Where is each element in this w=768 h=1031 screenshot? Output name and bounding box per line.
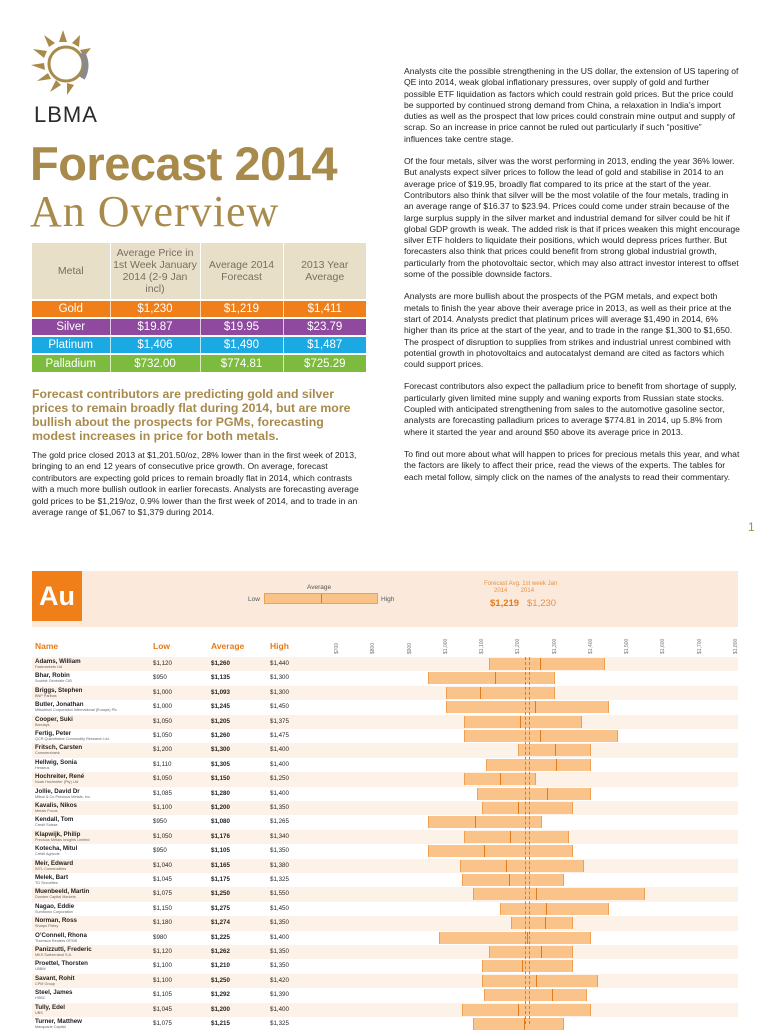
- high-value: $1,390: [270, 991, 289, 999]
- forecast-header-line1: Forecast Avg. 1st week Jan: [484, 581, 558, 587]
- average-2013-price: $1,487: [283, 336, 366, 354]
- analyst-firm: Sharps Pixley: [35, 924, 59, 929]
- forecast-price: $774.81: [200, 354, 283, 372]
- analyst-row: [32, 671, 738, 685]
- analyst-name-link[interactable]: Fertig, Peter: [35, 730, 72, 737]
- low-value: $1,000: [153, 703, 172, 711]
- average-value: $1,176: [211, 832, 230, 840]
- average-marker: [546, 903, 547, 915]
- analyst-firm: Noah Hochreiter (Pty) Ltd: [35, 780, 79, 785]
- sun-icon: [30, 28, 100, 100]
- analyst-firm: Société Générale CIB: [35, 679, 72, 684]
- low-value: $1,120: [153, 948, 172, 955]
- average-value: $1,274: [211, 919, 230, 927]
- average-value: $1,200: [211, 1005, 230, 1013]
- forecast-price: $1,219: [200, 300, 283, 318]
- low-value: $950: [153, 847, 167, 855]
- analyst-firm: Macquarie Capital: [35, 1025, 66, 1029]
- average-value: $1,260: [211, 660, 230, 667]
- high-value: $1,300: [270, 688, 289, 696]
- legend-low-label: Low: [248, 596, 260, 603]
- paragraph-read-more: To find out more about what will happen to prices for precious metals this year, and what the factors are likely to affect their price, read the views of the experts. The tables for each metal follow, simply click on the names of the analysts to read their commentary.: [404, 448, 740, 482]
- range-bar: [482, 960, 573, 972]
- low-value: $1,100: [153, 962, 172, 970]
- low-value: $1,000: [153, 688, 172, 696]
- analyst-row: [32, 715, 738, 729]
- high-value: $1,420: [270, 976, 289, 984]
- range-bar: [460, 860, 583, 872]
- analyst-name-link[interactable]: Norman, Ross: [35, 917, 77, 925]
- x-tick-label: $900: [406, 642, 413, 654]
- average-value: $1,175: [211, 876, 230, 883]
- average-2013-price: $23.79: [283, 318, 366, 336]
- analysis-text: [404, 66, 740, 494]
- paragraph-pgm: Analysts are more bullish about the prospects of the PGM metals, and expect both metals to finish the year above their average price in 2013, as well as their price at the start of 2014. Analysts predict that platinum prices will average $1,490 in 2014, 6% higher than its price at the start of the year, and to trade in the range $1,300 to $1,650. The prospect of disruption to supplies from strikes and industrial unrest combined with potential growth in photovoltaics and autocatalyst demand are cited as factors which could support prices.: [404, 291, 733, 370]
- analyst-row: [32, 859, 738, 873]
- analyst-firm: HSBC: [35, 996, 46, 1001]
- x-tick-label: $1,100: [479, 638, 486, 654]
- x-tick-label: $800: [370, 642, 377, 654]
- page-number: 1: [748, 520, 755, 534]
- low-value: $1,200: [153, 746, 172, 754]
- col-header-high: High: [270, 641, 289, 651]
- analyst-firm: Heraeus: [35, 765, 50, 770]
- average-marker: [556, 759, 557, 771]
- x-tick-label: $1,800: [733, 638, 739, 654]
- range-bar: [462, 874, 564, 886]
- average-marker: [545, 917, 546, 929]
- range-bar: [477, 788, 591, 800]
- analyst-firm: TD Securities: [35, 881, 58, 885]
- low-value: $1,120: [153, 660, 172, 667]
- high-value: $1,300: [270, 674, 289, 682]
- range-bar: [464, 831, 569, 843]
- range-bar: [473, 888, 645, 900]
- average-value: $1,292: [211, 991, 230, 999]
- low-value: $1,105: [153, 991, 172, 999]
- analyst-name-link[interactable]: Melek, Bart: [35, 874, 69, 881]
- analyst-row: [32, 729, 738, 743]
- range-bar: [489, 658, 605, 670]
- analyst-firm: UBS: [35, 1010, 43, 1015]
- low-value: $1,050: [153, 775, 172, 783]
- metal-name: Platinum: [32, 336, 110, 354]
- low-value: $1,045: [153, 876, 172, 883]
- paragraph-gold-factors: Analysts cite the possible strengthening in the US dollar, the extension of US tapering of QE into 2014, weak global inflationary pressures, over supply of gold and further possible ETF liquidation as factors which could restrain gold prices. But the price could be supported by continued strong demand from China, a relaxation in India’s import duties as well as the prospect that low prices could constrain mine output and supply of scrap. So an increase in price cannot be ruled out particularly if such “positive” influences take centre stage.: [404, 66, 739, 144]
- average-marker: [520, 716, 521, 728]
- range-bar: [464, 716, 582, 728]
- average-value: $1,135: [211, 674, 230, 682]
- high-value: $1,340: [270, 832, 289, 840]
- high-value: $1,400: [270, 789, 289, 797]
- analyst-firm: Precious Metals Insights Limited: [35, 837, 90, 842]
- forecast-average-value: $1,219: [490, 598, 520, 609]
- average-value: $1,093: [211, 688, 230, 696]
- analyst-name-link[interactable]: Cooper, Suki: [35, 715, 73, 723]
- table-row-silver: [32, 318, 366, 336]
- paragraph-silver: Of the four metals, silver was the worst performing in 2013, ending the year 36% lower. But analysts expect silver prices to follow the lead of gold and stabilise in 2014 to an average price of $19.95, broadly flat compared to its price at the start of the year. Contributors also think that silver will be the most volatile of the four metals, trading in an average range of $16.37 to $23.94. Prices could come under strain because of the large surplus supply in the silver market and industrial demand for silver could be hit if global GDP growth is weak. The added risk is that if prices weaken this might encourage silver ETF holders to liquidate their positions, which would depress prices further. But forecasters also think that prices could benefit from strong global industrial growth, particularly from the photovoltaic sector, which may also attract investor interest to offset some of the possible downside factors.: [404, 156, 740, 280]
- low-value: $1,050: [153, 717, 172, 725]
- col-header-forecast: Average 2014 Forecast: [200, 243, 283, 300]
- high-value: $1,550: [270, 890, 289, 898]
- average-value: $1,305: [211, 760, 230, 768]
- average-value: $1,250: [211, 976, 230, 984]
- analyst-name-link[interactable]: Kotecha, Mitul: [35, 845, 78, 853]
- average-value: $1,215: [211, 1020, 230, 1027]
- high-value: $1,400: [270, 746, 289, 754]
- analyst-firm: Mitsubishi Corporation International (Europe) Plc: [35, 708, 117, 713]
- legend-average-label: Average: [307, 584, 332, 591]
- average-marker: [522, 960, 523, 972]
- average-marker: [536, 975, 537, 987]
- analyst-row: [32, 916, 738, 930]
- analyst-name-link[interactable]: Turner, Matthew: [35, 1018, 82, 1025]
- average-value: $1,210: [211, 962, 230, 970]
- first-week-price: $732.00: [110, 354, 200, 372]
- analyst-row: [32, 700, 738, 714]
- average-marker: [518, 802, 519, 814]
- metal-name: Silver: [32, 318, 110, 336]
- low-value: $1,045: [153, 1005, 172, 1013]
- paragraph-palladium: Forecast contributors also expect the palladium price to benefit from shortage of supply, particularly given limited mine supply and waning exports from Russian state stocks. Coupled with anticipated strengthening from sales to the automotive gasoline sector, analysts are forecasting palladium prices to average $774.81 in 2014, up 5.8% from where it started the year and around $50 above its average price in 2013.: [404, 381, 737, 437]
- analyst-row: [32, 801, 738, 815]
- analyst-name-link[interactable]: Kendall, Tom: [35, 816, 74, 824]
- high-value: $1,350: [270, 847, 289, 855]
- average-marker: [555, 744, 556, 756]
- average-marker: [552, 989, 553, 1001]
- analyst-row: [32, 1003, 738, 1017]
- forecast-header-line2: 2014 2014: [494, 588, 535, 594]
- average-value: $1,250: [211, 890, 230, 898]
- range-bar: [484, 989, 587, 1001]
- analyst-row: [32, 988, 738, 1002]
- range-bar: [439, 932, 591, 944]
- analyst-firm: INTL Commodities: [35, 866, 67, 871]
- low-value: $1,040: [153, 861, 172, 869]
- col-header-2013-average: 2013 Year Average: [283, 243, 366, 300]
- first-week-price: $1,406: [110, 336, 200, 354]
- analyst-name-link[interactable]: Fritsch, Carsten: [35, 744, 83, 752]
- analyst-row: [32, 959, 738, 973]
- x-tick-label: $1,300: [551, 638, 558, 654]
- low-value: $1,110: [153, 760, 172, 768]
- analyst-row: [32, 974, 738, 988]
- high-value: $1,440: [270, 660, 289, 667]
- analyst-firm: Crédit Agricole: [35, 852, 60, 857]
- average-value: $1,105: [211, 847, 230, 855]
- analyst-row: [32, 686, 738, 700]
- range-bar: [428, 845, 573, 857]
- average-value: $1,200: [211, 804, 230, 811]
- analyst-row: [32, 657, 738, 671]
- average-value: $1,280: [211, 789, 230, 797]
- analyst-firm: Mitsui & Co Precious Metals, Inc.: [35, 794, 91, 799]
- analyst-name-link[interactable]: Proettel, Thorsten: [35, 960, 88, 968]
- average-marker: [509, 874, 510, 886]
- high-value: $1,450: [270, 904, 289, 912]
- first-week-average-value: $1,230: [527, 598, 557, 609]
- average-marker: [547, 788, 548, 800]
- low-value: $1,100: [153, 804, 172, 811]
- x-tick-label: $1,000: [442, 638, 449, 654]
- average-2013-price: $725.29: [283, 354, 366, 372]
- range-bar: [482, 802, 573, 814]
- analyst-firm: Commerzbank: [35, 751, 60, 756]
- range-bar: [428, 672, 555, 684]
- average-marker: [540, 658, 541, 670]
- low-value: $1,075: [153, 890, 172, 898]
- analyst-name-link[interactable]: Muenbeeld, Martin: [35, 888, 90, 896]
- high-value: $1,400: [270, 1005, 289, 1013]
- analyst-name-link[interactable]: Jollie, David Dr: [35, 787, 80, 795]
- high-value: $1,380: [270, 861, 289, 869]
- analyst-row: [32, 772, 738, 786]
- forecast-header: [484, 581, 557, 595]
- range-bar: [500, 903, 609, 915]
- analyst-name-link[interactable]: Panizzutti, Frederic: [35, 946, 92, 953]
- analyst-name-link[interactable]: Steel, James: [35, 989, 73, 997]
- logo-text: LBMA: [34, 102, 98, 127]
- page-subtitle: An Overview: [30, 187, 280, 236]
- low-value: $1,150: [153, 904, 172, 912]
- analyst-row: [32, 815, 738, 829]
- analyst-firm: Barclays: [35, 722, 50, 727]
- first-week-price: $19.87: [110, 318, 200, 336]
- high-value: $1,265: [270, 818, 289, 826]
- analyst-row: [32, 931, 738, 945]
- analyst-firm: CPM Group: [35, 981, 56, 986]
- low-value: $950: [153, 674, 167, 682]
- high-value: $1,400: [270, 760, 289, 768]
- average-marker: [480, 687, 481, 699]
- analyst-name-link[interactable]: Adams, William: [35, 658, 81, 665]
- average-marker: [495, 672, 496, 684]
- x-tick-label: $1,600: [660, 638, 667, 654]
- analyst-name-link[interactable]: Hochreiter, René: [35, 773, 85, 781]
- table-row-platinum: [32, 336, 366, 354]
- high-value: $1,475: [270, 732, 289, 739]
- high-value: $1,350: [270, 919, 289, 927]
- range-bar: [446, 701, 609, 713]
- gold-symbol: Au: [32, 571, 82, 621]
- legend-average-tick: [321, 594, 322, 603]
- forecast-price: $19.95: [200, 318, 283, 336]
- range-bar: [464, 730, 618, 742]
- analyst-name-link[interactable]: Nagao, Eddie: [35, 902, 75, 910]
- gold-forecast-chart: [32, 571, 739, 1029]
- range-bar: [462, 1004, 591, 1016]
- legend-high-label: High: [381, 596, 395, 603]
- low-value: $1,085: [153, 789, 172, 797]
- high-value: $1,450: [270, 703, 289, 711]
- high-value: $1,350: [270, 962, 289, 970]
- analyst-row: [32, 743, 738, 757]
- x-tick-label: $1,200: [515, 638, 522, 654]
- table-row-gold: [32, 300, 366, 318]
- analyst-row: [32, 873, 738, 887]
- low-value: $1,050: [153, 732, 172, 739]
- summary-table: [32, 243, 366, 372]
- col-header-first-week: Average Price in 1st Week January 2014 (2-9 Jan incl): [110, 243, 200, 300]
- analyst-name-link[interactable]: O’Connell, Rhona: [35, 931, 87, 939]
- first-week-average-line: [529, 657, 530, 1024]
- analyst-row: [32, 758, 738, 772]
- average-marker: [506, 860, 507, 872]
- metal-name: Gold: [32, 300, 110, 318]
- low-value: $1,180: [153, 919, 172, 927]
- high-value: $1,375: [270, 717, 289, 725]
- average-marker: [540, 730, 541, 742]
- analyst-name-link[interactable]: Savant, Rohit: [35, 974, 75, 982]
- metal-name: Palladium: [32, 354, 110, 372]
- high-value: $1,400: [270, 933, 289, 941]
- col-header-average: Average: [211, 641, 245, 651]
- average-value: $1,260: [211, 732, 230, 739]
- col-header-name: Name: [35, 641, 59, 651]
- average-marker: [535, 701, 536, 713]
- analyst-firm: QCR Quantitative Commodity Research Ltd.: [35, 737, 110, 741]
- low-value: $1,075: [153, 1020, 172, 1027]
- forecast-average-line: [525, 657, 526, 1024]
- average-value: $1,165: [211, 861, 230, 869]
- lbma-logo: [30, 28, 110, 127]
- analyst-firm: Dundee Capital Markets: [35, 895, 76, 900]
- range-bar: [511, 917, 573, 929]
- average-value: $1,225: [211, 933, 230, 941]
- analyst-name-link[interactable]: Kavalis, Nikos: [35, 802, 77, 809]
- average-marker: [484, 845, 485, 857]
- range-bar: [486, 759, 591, 771]
- average-marker: [536, 888, 537, 900]
- analyst-firm: LBBW: [35, 967, 46, 972]
- page-title: Forecast 2014: [30, 137, 338, 190]
- gold-summary-paragraph: The gold price closed 2013 at $1,201.50/oz, 28% lower than in the first week of 2013, bringing to an end 12 years of consecutive price growth. On average, forecast contributors are expecting gold prices to remain broadly flat in 2014, which contrasts with a much more bullish outlook in earlier forecasts. Analysts are forecasting average gold prices to be $1,219/oz, 0.9% lower than the first week of 2014, and to trade in an average range of $1,067 to $1,379 during 2014.: [32, 450, 359, 518]
- x-tick-label: $1,500: [624, 638, 631, 654]
- average-value: $1,080: [211, 818, 230, 826]
- analyst-name-link[interactable]: Klapwijk, Philip: [35, 830, 81, 838]
- range-bar: [473, 1018, 564, 1030]
- average-2013-price: $1,411: [283, 300, 366, 318]
- average-value: $1,245: [211, 703, 230, 711]
- low-value: $980: [153, 933, 167, 941]
- col-header-metal: Metal: [32, 243, 110, 300]
- average-marker: [510, 831, 511, 843]
- analyst-row: [32, 945, 738, 959]
- low-value: $1,050: [153, 832, 172, 840]
- average-marker: [518, 1004, 519, 1016]
- low-value: $1,100: [153, 976, 172, 984]
- x-tick-label: $700: [334, 642, 340, 654]
- analyst-name-link[interactable]: Bhar, Robin: [35, 672, 70, 680]
- average-value: $1,205: [211, 717, 230, 725]
- x-tick-label: $1,400: [587, 638, 594, 654]
- analyst-name-link[interactable]: Tully, Edel: [35, 1003, 66, 1011]
- analyst-firm: Credit Suisse: [35, 823, 58, 828]
- average-marker: [500, 773, 501, 785]
- analyst-firm: MKS Switzerland S.A.: [35, 953, 73, 957]
- analyst-row: [32, 887, 738, 901]
- x-tick-label: $1,700: [696, 638, 703, 654]
- analyst-firm: BNP Paribas: [35, 693, 57, 698]
- forecast-price: $1,490: [200, 336, 283, 354]
- average-value: $1,275: [211, 904, 230, 912]
- analyst-name-link[interactable]: Briggs, Stephen: [35, 686, 83, 694]
- analyst-name-link[interactable]: Hellwig, Sonia: [35, 758, 77, 766]
- analyst-firm: Fastmarkets Ltd: [35, 665, 63, 669]
- range-bar: [482, 975, 598, 987]
- average-marker: [541, 946, 542, 958]
- table-row-palladium: [32, 354, 366, 372]
- high-value: $1,325: [270, 876, 289, 883]
- first-week-price: $1,230: [110, 300, 200, 318]
- analyst-name-link[interactable]: Butler, Jonathan: [35, 701, 84, 709]
- average-value: $1,300: [211, 746, 230, 754]
- analyst-row: [32, 1017, 738, 1031]
- analyst-firm: Sumitomo Corporation: [35, 909, 73, 914]
- average-marker: [475, 816, 476, 828]
- low-value: $950: [153, 818, 167, 826]
- analyst-row: [32, 844, 738, 858]
- average-value: $1,150: [211, 775, 230, 783]
- average-value: $1,262: [211, 948, 230, 955]
- legend-range-bar: [264, 593, 378, 604]
- analyst-row: [32, 830, 738, 844]
- analyst-name-link[interactable]: Meir, Edward: [35, 859, 74, 867]
- high-value: $1,350: [270, 948, 289, 955]
- high-value: $1,250: [270, 775, 289, 783]
- high-value: $1,350: [270, 804, 289, 811]
- analyst-firm: Metals Focus: [35, 809, 58, 813]
- analyst-row: [32, 902, 738, 916]
- analyst-row: [32, 787, 738, 801]
- range-bar: [446, 687, 555, 699]
- col-header-low: Low: [153, 641, 170, 651]
- lead-paragraph: Forecast contributors are predicting gold and silver prices to remain broadly flat during 2014, but are more bullish about the prospects for PGMs, forecasting modest increases in price for both metals.: [32, 387, 351, 443]
- analyst-firm: Thomson Reuters GFMS: [35, 938, 78, 943]
- high-value: $1,325: [270, 1020, 289, 1027]
- range-bar: [489, 946, 572, 958]
